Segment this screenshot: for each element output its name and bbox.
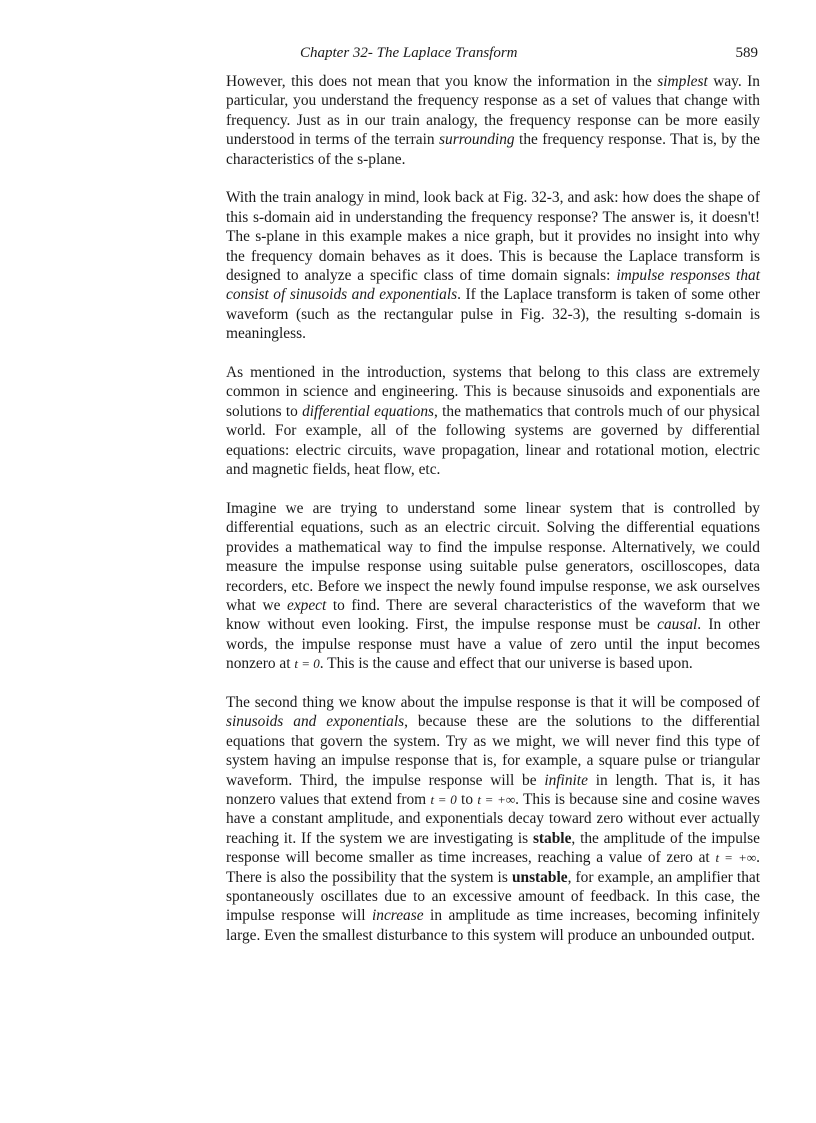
paragraph-2	[226, 188, 760, 343]
text-run: the frequency response. That is, by the characteristics of the s-plane.	[226, 131, 760, 168]
text-run: . In other words, the impulse response must have a value of zero until the input becomes nonzero at	[226, 616, 760, 673]
emphasis: simplest	[657, 73, 708, 90]
text-run: , for example, an amplifier that spontaneously oscillates due to an excessive amount of feedback. In this case, the impulse response will	[226, 868, 760, 925]
paragraph-3	[226, 363, 760, 479]
emphasis: differential equations	[302, 402, 435, 420]
body-text	[226, 72, 760, 965]
emphasis: expect	[286, 596, 327, 614]
emphasis: infinite	[544, 771, 588, 789]
paragraph-5	[226, 693, 760, 945]
inline-math: t = 0	[294, 656, 320, 672]
emphasis: increase	[371, 907, 424, 925]
paragraph-4	[226, 499, 760, 674]
inline-math: t = 0	[430, 791, 457, 807]
running-title: Chapter 32- The Laplace Transform	[300, 45, 518, 61]
text-run: , the mathematics that controls much of our physical world. For example, all of the following systems are governed by differential equations: electric circuits, wave propagation, linear and rotational motion, electric and magnetic fields, heat flow, etc.	[226, 402, 760, 479]
text-run: to	[456, 790, 478, 808]
emphasis: causal	[657, 616, 698, 634]
text-run: , the amplitude of the impulse response will become smaller as time increases, reaching a value of zero at	[226, 829, 760, 867]
text-run: The second thing we know about the impulse response is that it will be composed of	[226, 693, 760, 711]
text-run: . This is because sine and cosine waves have a constant amplitude, and exponentials decay toward zero without ever actually reaching it. If the system we are investigating is	[226, 790, 760, 847]
text-run: , because these are the solutions to the differential equations that govern the system. Try as we might, we will never find this type of system having an impulse response that is, for example, a square pulse or triangular waveform. Third, the impulse response will be	[226, 713, 761, 789]
emphasis: surrounding	[439, 131, 515, 149]
text-run: . If the Laplace transform is taken of some other waveform (such as the rectangular pulse in Fig. 32-3), the resulting s-domain is meaningless.	[226, 286, 760, 343]
strong-term: stable	[532, 829, 572, 847]
page-number: 589	[735, 45, 758, 61]
text-run: As mentioned in the introduction, systems that belong to this class are extremely common in science and engineering. This is because sinusoids and exponentials are solutions to	[226, 364, 760, 420]
text-run: . There is also the possibility that the system is	[226, 849, 760, 886]
strong-term: unstable	[511, 868, 568, 886]
text-run: in amplitude as time increases, becoming infinitely large. Even the smallest disturbance to this system will produce an unbounded output.	[226, 907, 760, 944]
emphasis: impulse responses that consist of sinusoids and exponentials	[226, 267, 760, 304]
inline-math: t = +∞	[715, 850, 757, 866]
running-header	[226, 43, 760, 63]
inline-math: t = +∞	[477, 791, 516, 807]
text-run: However, this does not mean that you know the information in the	[226, 73, 658, 90]
text-run: to find. There are several characteristics of the waveform that we know without even looking. First, the impulse response must be	[226, 596, 761, 634]
text-run: Imagine we are trying to understand some linear system that is controlled by differential equations, such as an electric circuit. Solving the differential equations provides a mathematical way to find the impulse response. Alternatively, we could measure the impulse response using suitable pulse generators, oscilloscopes, data recorders, etc. Before we inspect the newly found impulse response, we ask ourselves what we	[226, 499, 760, 614]
paragraph-1	[226, 72, 760, 169]
emphasis: sinusoids and exponentials	[226, 713, 405, 731]
text-run: . This is the cause and effect that our universe is based upon.	[319, 655, 693, 673]
text-run: way. In particular, you understand the frequency response as a set of values that change with frequency. Just as in our train analogy, the frequency response can be more easily understood in terms of the terrain	[226, 73, 760, 149]
text-run: in length. That is, it has nonzero values that extend from	[226, 771, 760, 808]
text-run: With the train analogy in mind, look back at Fig. 32-3, and ask: how does the shape of this s-domain aid in understanding the frequency response? The answer is, it doesn't! The s-plane in this example makes a nice graph, but it provides no insight into why the frequency domain behaves as it does. This is because the Laplace transform is designed to analyze a specific class of time domain signals:	[226, 189, 760, 285]
